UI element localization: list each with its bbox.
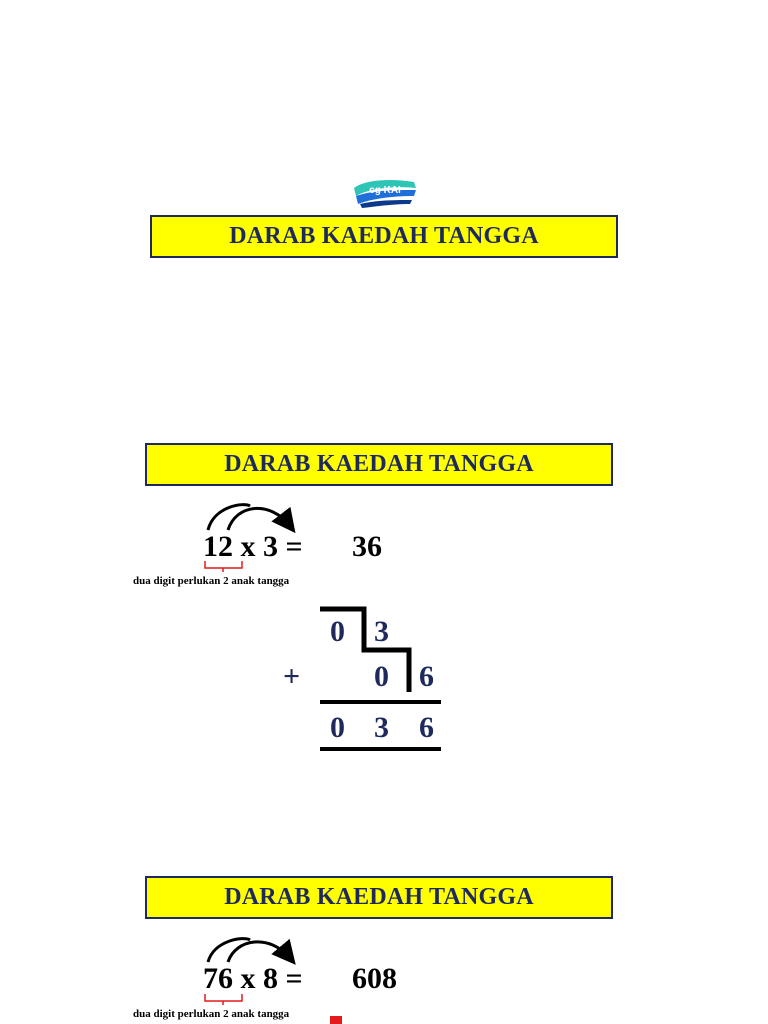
- sum-digit-3: 6: [419, 711, 434, 744]
- result-1: 36: [352, 530, 382, 563]
- operator: x: [240, 530, 256, 563]
- plus-sign: +: [283, 660, 301, 693]
- section-banner-1: DARAB KAEDAH TANGGA: [150, 215, 618, 258]
- step-digit-r2c2: 6: [419, 660, 434, 693]
- red-mark: [330, 1016, 342, 1024]
- multiplicand: 12: [203, 530, 233, 563]
- step-digit-r1c2: 3: [374, 615, 389, 648]
- arc-arrows-1: [208, 505, 290, 530]
- equals-sign: =: [285, 530, 303, 563]
- section-banner-3: DARAB KAEDAH TANGGA: [145, 876, 613, 919]
- section-banner-2: DARAB KAEDAH TANGGA: [145, 443, 613, 486]
- digit-note-1: dua digit perlukan 2 anak tangga: [133, 575, 290, 587]
- operator: x: [240, 962, 256, 995]
- sum-digit-2: 3: [374, 711, 389, 744]
- step-digit-r1c1: 0: [330, 615, 345, 648]
- brace-2: [205, 994, 242, 1005]
- multiplier: 3: [263, 530, 278, 563]
- result-2: 608: [352, 962, 397, 995]
- equals-sign: =: [285, 962, 303, 995]
- multiplier: 8: [263, 962, 278, 995]
- step-digit-r2c1: 0: [374, 660, 389, 693]
- logo-text: cg KAI: [369, 185, 401, 196]
- cg-kai-logo: [350, 174, 420, 208]
- equation-2: [203, 964, 303, 994]
- digit-note-2: dua digit perlukan 2 anak tangga: [133, 1008, 290, 1020]
- multiplicand: 76: [203, 962, 233, 995]
- equation-1: [203, 532, 303, 562]
- arc-arrows-2: [208, 939, 290, 962]
- sum-digit-1: 0: [330, 711, 345, 744]
